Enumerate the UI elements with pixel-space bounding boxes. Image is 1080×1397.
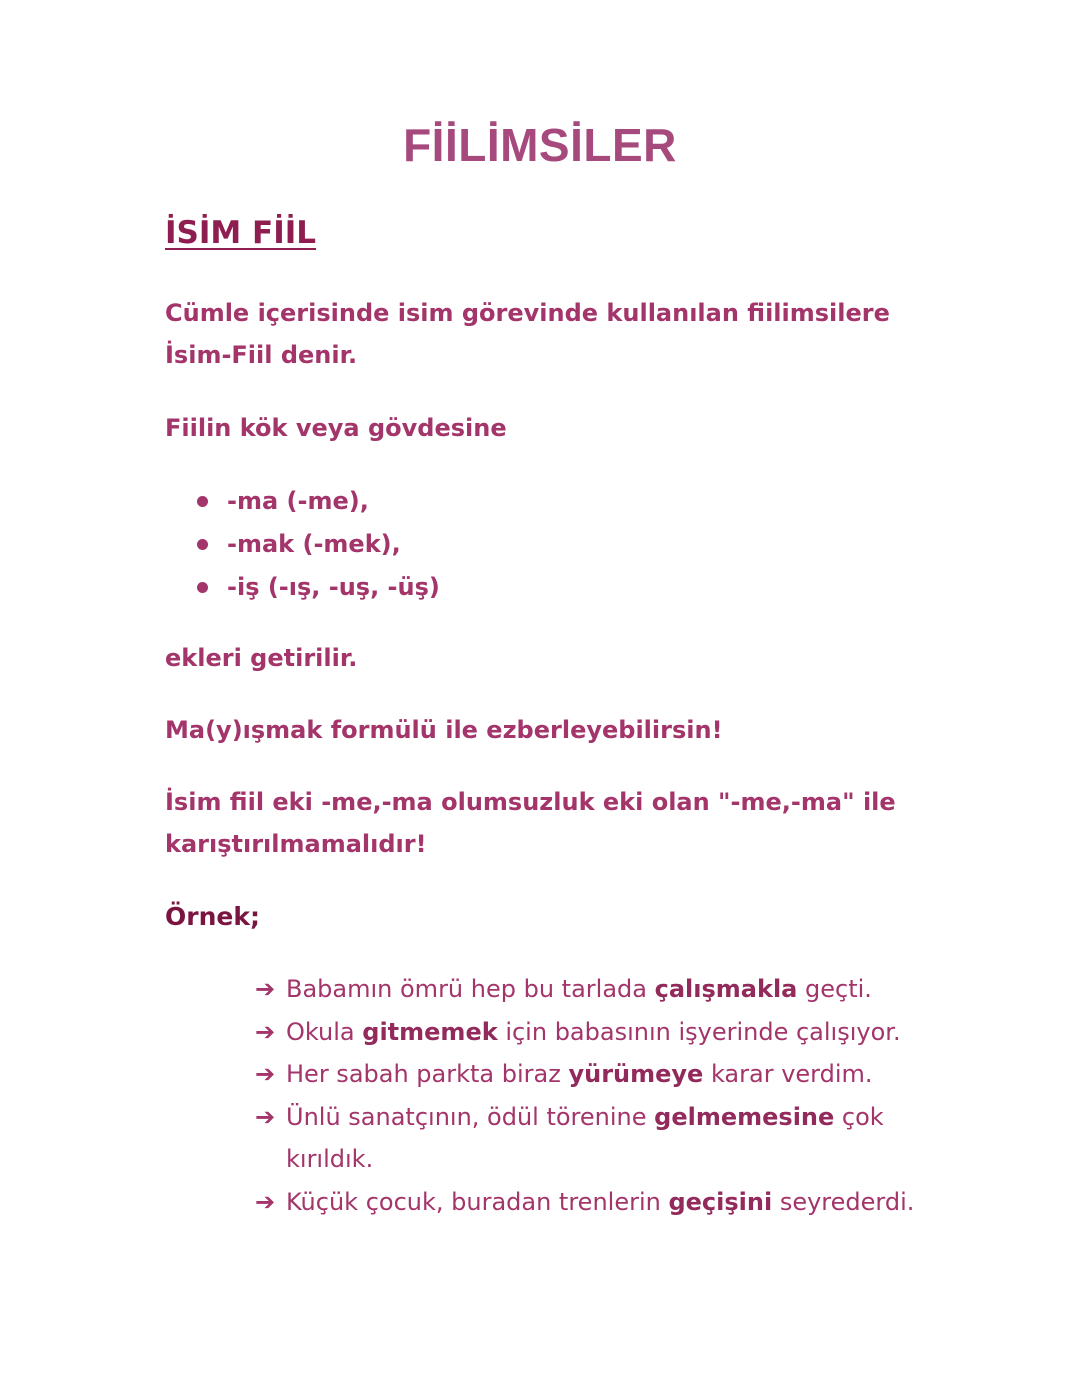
arrow-right-icon: ➔ (255, 1102, 276, 1131)
example-highlight: yürümeye (568, 1060, 704, 1088)
example-text: Her sabah parkta biraz (286, 1060, 569, 1088)
example-item (255, 1096, 955, 1181)
example-text: Ünlü sanatçının, ödül törenine (286, 1102, 655, 1131)
bullet-icon (197, 496, 208, 507)
arrow-right-icon: ➔ (255, 1060, 276, 1088)
formula-tip: Ma(y)ışmak formülü ile ezberleyebilirsin! (165, 716, 723, 744)
example-text: seyrederdi. (772, 1187, 915, 1216)
suffix-text: -ma (-me), (227, 487, 369, 515)
example-text: çok kırıldık. (286, 1102, 884, 1173)
arrow-right-icon: ➔ (255, 1187, 276, 1216)
arrow-right-icon: ➔ (255, 1017, 276, 1046)
page-title: FİİLİMSİLER (403, 119, 677, 171)
definition-paragraph: Cümle içerisinde isim görevinde kullanılan fiilimsilere İsim-Fiil denir. (165, 299, 890, 369)
example-text: Babamın ömrü hep bu tarlada (286, 975, 655, 1003)
suffix-item (195, 480, 440, 523)
suffix-text: -mak (-mek), (227, 530, 401, 558)
example-item (255, 968, 955, 1011)
example-heading: Örnek; (165, 902, 260, 931)
example-highlight: çalışmakla (654, 975, 798, 1003)
suffix-text: -iş (-ış, -uş, -üş) (227, 573, 440, 601)
bullet-icon (197, 582, 208, 593)
section-heading: İSİM FİİL (165, 215, 317, 251)
example-text: için babasının işyerinde çalışıyor. (497, 1017, 901, 1046)
example-highlight: gitmemek (362, 1017, 498, 1046)
example-text: karar verdim. (703, 1060, 873, 1088)
bullet-icon (197, 539, 208, 550)
example-item (255, 1053, 955, 1096)
example-text: Küçük çocuk, buradan trenlerin (286, 1187, 669, 1216)
warning-paragraph: İsim fiil eki -me,-ma olumsuzluk eki olan "-me,-ma" ile karıştırılmamalıdır! (165, 788, 896, 858)
suffix-outro: ekleri getirilir. (165, 644, 358, 672)
suffix-item (195, 523, 440, 566)
example-item (255, 1011, 955, 1054)
suffix-list (195, 480, 440, 609)
arrow-right-icon: ➔ (255, 975, 276, 1003)
suffix-item (195, 566, 440, 609)
example-list (255, 968, 955, 1223)
example-highlight: geçişini (668, 1187, 773, 1216)
example-text: geçti. (797, 975, 872, 1003)
intro-paragraph: Fiilin kök veya gövdesine (165, 414, 507, 442)
example-highlight: gelmemesine (654, 1102, 835, 1131)
example-item (255, 1181, 955, 1224)
example-text: Okula (286, 1017, 363, 1046)
